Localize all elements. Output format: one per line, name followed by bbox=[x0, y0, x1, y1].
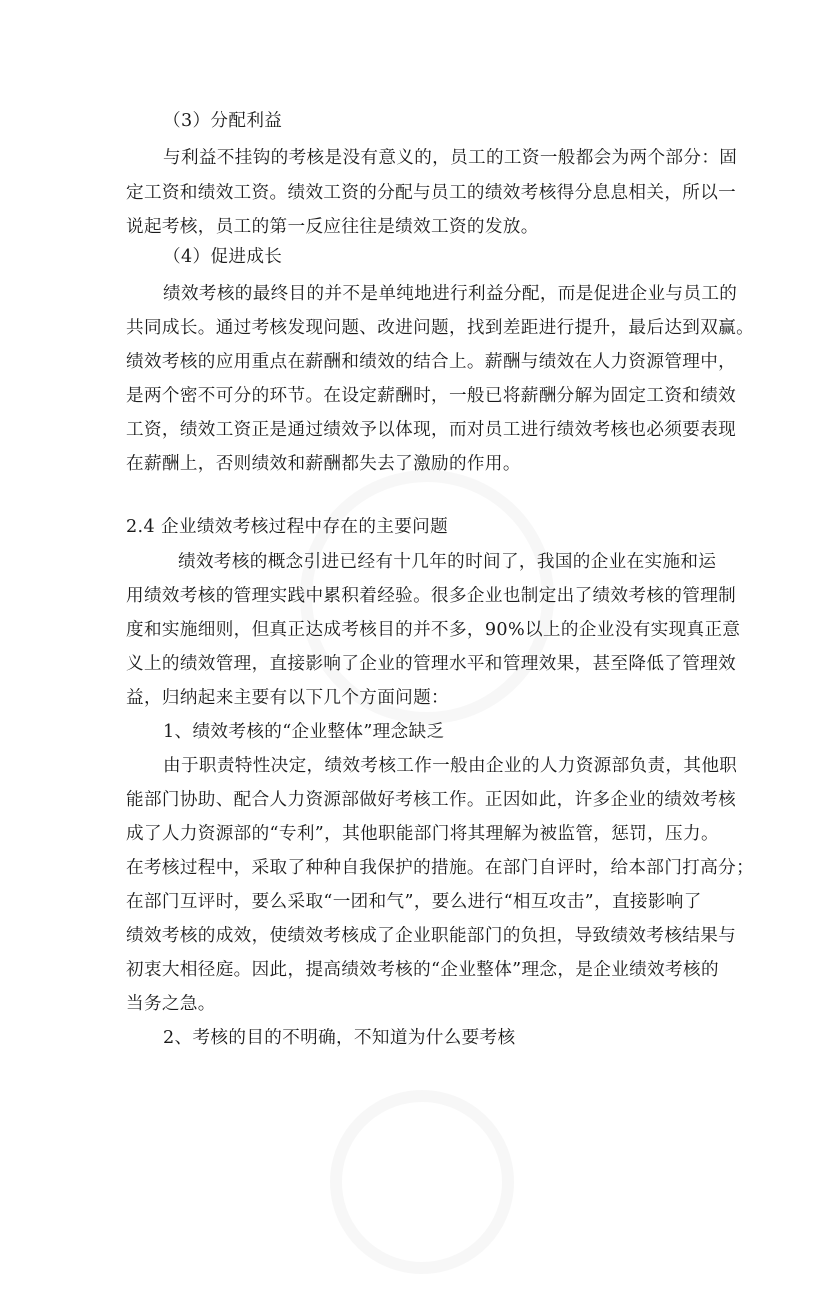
paragraph-line: 用绩效考核的管理实践中累积着经验。很多企业也制定出了绩效考核的管理制 bbox=[126, 586, 737, 606]
subheading-line: （4）促进成长 bbox=[163, 247, 283, 267]
paragraph-line: 与利益不挂钩的考核是没有意义的，员工的工资一般都会为两个部分：固 bbox=[163, 148, 738, 168]
subheading-line: 2、考核的目的不明确，不知道为什么要考核 bbox=[163, 1028, 516, 1048]
paragraph-line: 绩效考核的成效，使绩效考核成了企业职能部门的负担，导致绩效考核结果与 bbox=[126, 926, 737, 946]
paragraph-line: 绩效考核的概念引进已经有十几年的时间了，我国的企业在实施和运 bbox=[178, 552, 717, 572]
paragraph-line: 在考核过程中，采取了种种自我保护的措施。在部门自评时，给本部门打高分； bbox=[126, 858, 755, 878]
paragraph-line: 工资，绩效工资正是通过绩效予以体现，而对员工进行绩效考核也必须要表现 bbox=[126, 420, 737, 440]
paragraph-line: 益，归纳起来主要有以下几个方面问题： bbox=[126, 688, 449, 708]
paragraph-line: 由于职责特性决定，绩效考核工作一般由企业的人力资源部负责，其他职 bbox=[163, 756, 738, 776]
subheading-line: 1、绩效考核的“企业整体”理念缺乏 bbox=[163, 722, 445, 742]
paragraph-line: 能部门协助、配合人力资源部做好考核工作。正因如此，许多企业的绩效考核 bbox=[126, 790, 737, 810]
paragraph-line: 当务之急。 bbox=[126, 994, 216, 1014]
subheading-line: （3）分配利益 bbox=[163, 111, 283, 131]
paragraph-line: 是两个密不可分的环节。在设定薪酬时，一般已将薪酬分解为固定工资和绩效 bbox=[126, 386, 737, 406]
section-heading: 2.4 企业绩效考核过程中存在的主要问题 bbox=[126, 517, 449, 537]
paragraph-line: 在部门互评时，要么采取“一团和气”，要么进行“相互攻击”，直接影响了 bbox=[126, 892, 702, 912]
paragraph-line: 绩效考核的应用重点在薪酬和绩效的结合上。薪酬与绩效在人力资源管理中， bbox=[126, 352, 737, 372]
paragraph-line: 说起考核，员工的第一反应往往是绩效工资的发放。 bbox=[126, 217, 539, 237]
paragraph-line: 共同成长。通过考核发现问题、改进问题，找到差距进行提升，最后达到双赢。 bbox=[126, 318, 755, 338]
paragraph-line: 绩效考核的最终目的并不是单纯地进行利益分配，而是促进企业与员工的 bbox=[163, 284, 738, 304]
paragraph-line: 在薪酬上，否则绩效和薪酬都失去了激励的作用。 bbox=[126, 454, 521, 474]
paragraph-line: 初衷大相径庭。因此，提高绩效考核的“企业整体”理念，是企业绩效考核的 bbox=[126, 960, 719, 980]
paragraph-line: 度和实施细则，但真正达成考核目的并不多，90%以上的企业没有实现真正意 bbox=[126, 620, 741, 640]
paragraph-line: 成了人力资源部的“专利”，其他职能部门将其理解为被监管，惩罚，压力。 bbox=[126, 824, 719, 844]
paragraph-line: 义上的绩效管理，直接影响了企业的管理水平和管理效果，甚至降低了管理效 bbox=[126, 654, 737, 674]
watermark-stamp-bottom bbox=[296, 1056, 547, 1307]
paragraph-line: 定工资和绩效工资。绩效工资的分配与员工的绩效考核得分息息相关，所以一 bbox=[126, 183, 737, 203]
